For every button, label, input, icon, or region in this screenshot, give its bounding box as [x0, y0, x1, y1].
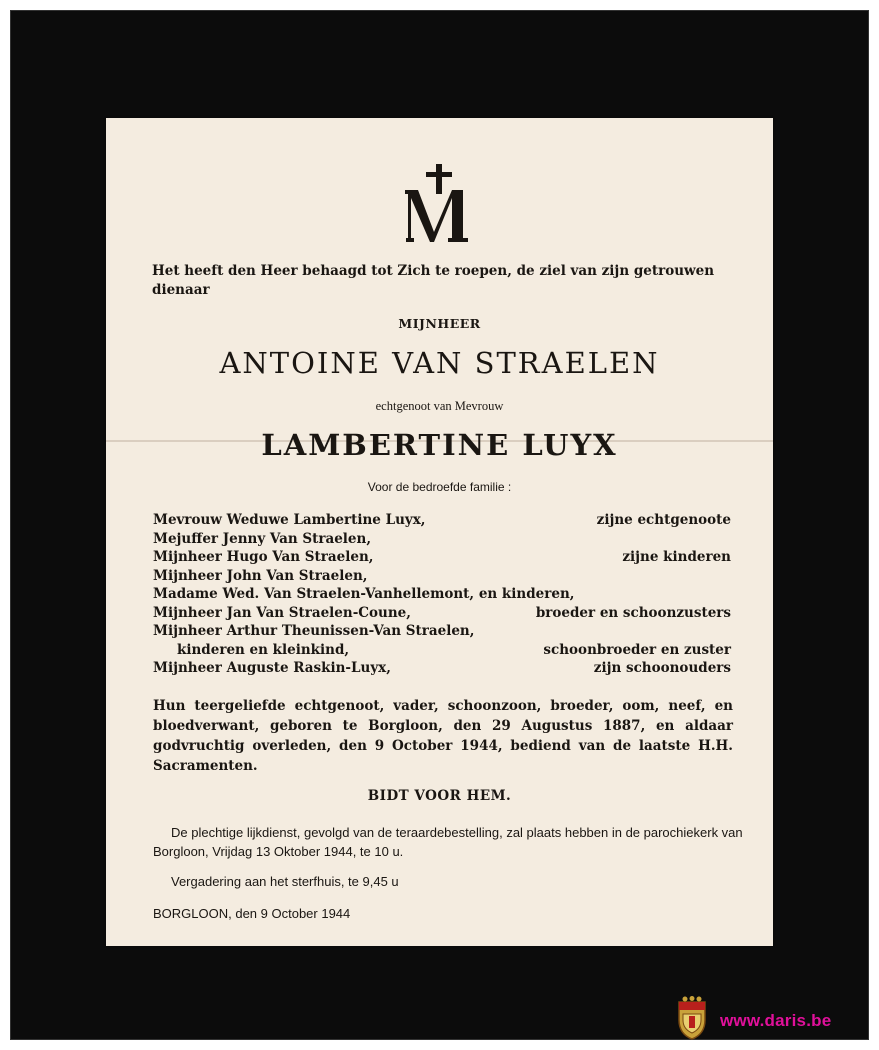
family-member: Mevrouw Weduwe Lambertine Luyx, — [153, 512, 426, 528]
coat-of-arms-logo-icon — [675, 996, 709, 1040]
family-relation: zijn schoonouders — [593, 660, 731, 676]
family-row — [153, 660, 731, 679]
family-row — [153, 531, 731, 550]
prayer-heading: BIDT VOOR HEM. — [367, 788, 512, 804]
family-member: Mijnheer John Van Straelen, — [153, 567, 368, 584]
spouse-name: LAMBERTINE LUYX — [261, 428, 618, 462]
deceased-name: ANTOINE VAN STRAELEN — [219, 346, 660, 380]
meeting-text: Vergadering aan het sterfhuis, te 9,45 u — [171, 874, 399, 889]
family-member: Mijnheer Hugo Van Straelen, — [153, 549, 374, 565]
family-row — [153, 568, 731, 587]
family-member: Mijnheer Auguste Raskin-Luyx, — [153, 660, 391, 676]
family-label: Voor de bedroefde familie : — [367, 480, 512, 494]
honorific: MIJNHEER — [398, 316, 481, 331]
place-date: BORGLOON, den 9 October 1944 — [153, 906, 351, 921]
family-relation: broeder en schoonzusters — [535, 604, 731, 621]
cross-m-monogram-icon — [106, 164, 773, 244]
family-member: Mijnheer Arthur Theunissen-Van Straelen, — [153, 623, 475, 639]
family-row — [153, 642, 731, 661]
biography-text: Hun teergeliefde echtgenoot, vader, schoonzoon, broeder, oom, neef, en bloedverwant, geboren te Borgloon, den 29 Augustus 1887, en aldaar godvruchtig overleden, den 9 October 1944, bediend van de laatste H.H. Sacramenten. — [153, 698, 733, 774]
funeral-service-text: De plechtige lijkdienst, gevolgd van de teraardebestelling, zal plaats hebben in de parochiekerk van Borgloon, Vrijdag 13 Oktober 1944, te 10 u. — [153, 825, 743, 859]
memorial-card — [106, 118, 773, 946]
spouse-label: echtgenoot van Mevrouw — [375, 399, 504, 413]
family-row — [153, 586, 731, 605]
family-row — [153, 605, 731, 624]
watermark-site: www.daris.be — [720, 1011, 832, 1030]
family-member: Mejuffer Jenny Van Straelen, — [153, 530, 372, 547]
family-row — [153, 512, 731, 531]
family-row — [153, 549, 731, 568]
family-member: Madame Wed. Van Straelen-Vanhellemont, en kinderen, — [153, 586, 575, 602]
intro-text: Het heeft den Heer behaagd tot Zich te roepen, de ziel van zijn getrouwen dienaar — [152, 263, 715, 298]
family-member: Mijnheer Jan Van Straelen-Coune, — [153, 604, 411, 621]
family-relation: zijne kinderen — [622, 549, 731, 565]
family-relation: zijne echtgenoote — [596, 512, 731, 528]
family-member: kinderen en kleinkind, — [177, 641, 350, 658]
family-row — [153, 623, 731, 642]
family-list — [153, 512, 731, 679]
family-relation: schoonbroeder en zuster — [543, 641, 731, 658]
